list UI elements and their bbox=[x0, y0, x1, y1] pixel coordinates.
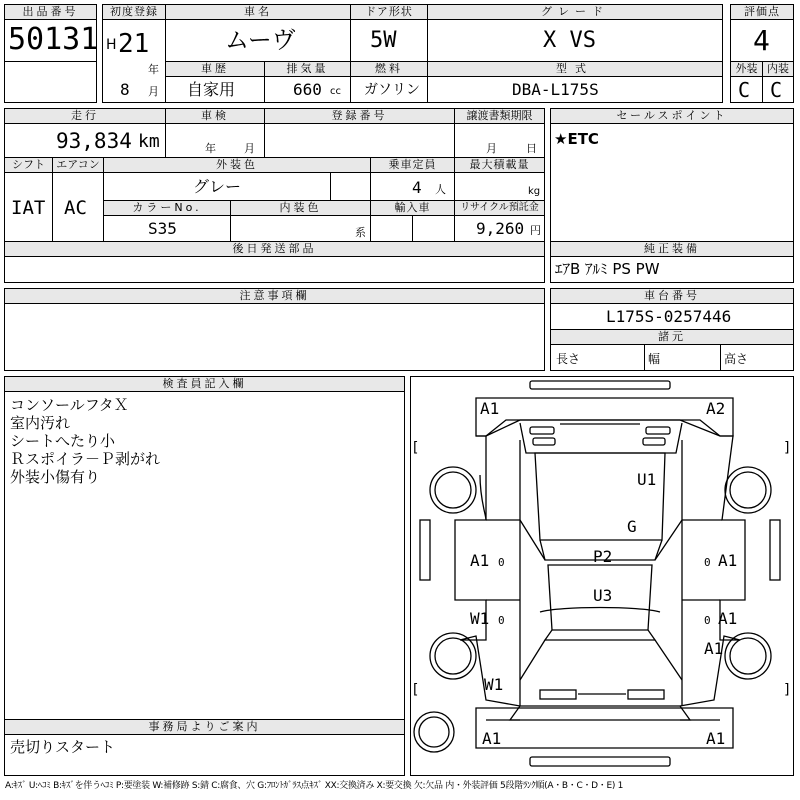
office-header: 事務局よりご案内 bbox=[4, 719, 405, 735]
first-reg-header: 初度登録 bbox=[102, 4, 166, 20]
transfer-month-unit: 月 bbox=[486, 142, 497, 155]
notes-cell bbox=[4, 303, 545, 371]
later-parts-header: 後日発送部品 bbox=[4, 241, 545, 257]
dims-header: 諸元 bbox=[550, 329, 794, 345]
recycle-value: 9,260 bbox=[476, 219, 525, 238]
year-value: 21 bbox=[118, 29, 150, 59]
inspector-line: コンソールフタＸ bbox=[10, 396, 129, 414]
bracket-right-upper: ] bbox=[783, 440, 792, 456]
shift-value: IAT bbox=[11, 197, 46, 219]
damage-mark-p2-roof: P2 bbox=[593, 547, 613, 566]
score-header: 評価点 bbox=[730, 4, 794, 20]
exterior-header: 外装 bbox=[730, 61, 763, 77]
inspection-header: 車検 bbox=[165, 108, 265, 124]
damage-mark-w1-left-quarter: W1 bbox=[484, 675, 504, 694]
zero-left-rear: 0 bbox=[498, 614, 505, 627]
ext-color-value: グレー bbox=[193, 177, 242, 196]
damage-mark-a1-front-left: A1 bbox=[480, 399, 500, 418]
chassis-value: L175S-0257446 bbox=[606, 307, 732, 326]
color-no-value: S35 bbox=[148, 219, 177, 238]
reg-no-header: 登録番号 bbox=[264, 108, 455, 124]
recycle-header: リサイクル預託金 bbox=[454, 200, 545, 216]
int-color-unit: 系 bbox=[355, 226, 366, 239]
history-value: 自家用 bbox=[187, 80, 236, 99]
int-color-header: 内装色 bbox=[230, 200, 371, 216]
damage-mark-a2-front-right: A2 bbox=[706, 399, 726, 418]
capacity-header: 乗車定員 bbox=[370, 157, 455, 173]
mileage-unit: km bbox=[138, 131, 160, 152]
inspector-line: 外装小傷有り bbox=[10, 468, 101, 486]
ext-color-header: 外装色 bbox=[103, 157, 371, 173]
color-no-header: カラーNo. bbox=[103, 200, 231, 216]
interior-value: C bbox=[770, 78, 783, 102]
mileage-value: 93,834 bbox=[56, 129, 132, 153]
inspection-month-unit: 月 bbox=[244, 142, 255, 155]
later-parts-cell bbox=[4, 256, 545, 283]
car-damage-diagram bbox=[410, 376, 794, 776]
exterior-value: C bbox=[738, 78, 751, 102]
mileage-header: 走行 bbox=[4, 108, 166, 124]
recycle-unit: 円 bbox=[530, 224, 541, 237]
dims-height-label: 高さ bbox=[724, 352, 749, 366]
zero-left-front: 0 bbox=[498, 556, 505, 569]
load-unit: kg bbox=[528, 186, 541, 197]
transfer-header: 譲渡書類期限 bbox=[454, 108, 545, 124]
damage-mark-a1-left-door: A1 bbox=[470, 551, 490, 570]
bracket-left-lower: [ bbox=[411, 682, 420, 698]
chassis-header: 車台番号 bbox=[550, 288, 794, 304]
sales-point-header: セールスポイント bbox=[550, 108, 794, 124]
year-unit: 年 bbox=[148, 63, 159, 76]
displacement-value: 660 bbox=[293, 80, 322, 99]
damage-mark-g-glass: G bbox=[627, 517, 637, 536]
month-unit: 月 bbox=[148, 85, 159, 98]
dims-width-label: 幅 bbox=[648, 352, 661, 366]
sales-point-value: ★ETC bbox=[554, 130, 599, 148]
lot-no-header: 出品番号 bbox=[4, 4, 97, 20]
fuel-value: ガソリン bbox=[364, 82, 420, 98]
zero-right-rear: 0 bbox=[704, 614, 711, 627]
capacity-unit: 人 bbox=[435, 183, 446, 196]
load-header: 最大積載量 bbox=[454, 157, 545, 173]
grade-header: グレード bbox=[427, 4, 723, 20]
damage-mark-a1-right-quarter: A1 bbox=[704, 639, 724, 658]
model-header: 型式 bbox=[427, 61, 723, 77]
damage-mark-a1-right-rear-door: A1 bbox=[718, 609, 738, 628]
transfer-day-unit: 日 bbox=[526, 142, 537, 155]
damage-mark-a1-right-door: A1 bbox=[718, 551, 738, 570]
lot-no-value: 50131 bbox=[8, 22, 99, 57]
shift-header: シフト bbox=[4, 157, 53, 173]
fuel-header: 燃料 bbox=[350, 61, 428, 77]
displacement-header: 排気量 bbox=[264, 61, 351, 77]
model-value: DBA-L175S bbox=[512, 80, 599, 99]
dims-length-label: 長さ bbox=[556, 352, 581, 366]
history-header: 車歴 bbox=[165, 61, 265, 77]
door-header: ドア形状 bbox=[350, 4, 428, 20]
door-value: 5W bbox=[370, 28, 397, 53]
legend-text: A:ｷｽﾞ U:ﾍｺﾐ B:ｷｽﾞを伴うﾍｺﾐ P:要塗装 W:補修跡 S:錆 C:腐食、穴 G:ﾌﾛﾝﾄｶﾞﾗｽ点ｷｽﾞ XX:交換済み X:要交換 欠:欠品 内・外装評価 5段階ﾗﾝｸ順(A・B・C・D・E) 1 bbox=[5, 781, 624, 791]
damage-mark-a1-rear-left: A1 bbox=[482, 729, 502, 748]
aircon-header: エアコン bbox=[52, 157, 104, 173]
inspector-line: Ｒスポイラ－Ｐ剥がれ bbox=[10, 450, 161, 468]
aircon-value: AC bbox=[64, 197, 87, 219]
car-name-value: ムーヴ bbox=[225, 26, 296, 54]
inspector-line: 室内汚れ bbox=[10, 414, 71, 432]
bracket-right-lower: ] bbox=[783, 682, 792, 698]
reg-no-cell bbox=[264, 123, 455, 158]
car-name-header: 車名 bbox=[165, 4, 351, 20]
import-cell-a bbox=[370, 215, 413, 242]
era-value: H bbox=[106, 37, 117, 53]
damage-mark-a1-rear-right: A1 bbox=[706, 729, 726, 748]
equipment-header: 純正装備 bbox=[550, 241, 794, 257]
notes-header: 注意事項欄 bbox=[4, 288, 545, 304]
capacity-value: 4 bbox=[412, 178, 422, 197]
int-color-cell bbox=[230, 215, 371, 242]
displacement-unit: cc bbox=[330, 86, 341, 97]
zero-right-front: 0 bbox=[704, 556, 711, 569]
office-text: 売切りスタート bbox=[10, 738, 116, 756]
interior-header: 内装 bbox=[762, 61, 794, 77]
month-value: 8 bbox=[120, 80, 130, 99]
bracket-left-upper: [ bbox=[411, 440, 420, 456]
equipment-value: ｴｱB ｱﾙﾐ PS PW bbox=[555, 260, 660, 278]
ext-color-sub-cell bbox=[330, 172, 371, 201]
import-cell-b bbox=[412, 215, 455, 242]
damage-mark-w1-left-rear-door: W1 bbox=[470, 609, 490, 628]
inspector-line: シートへたり小 bbox=[10, 432, 116, 450]
grade-value: X VS bbox=[543, 28, 596, 53]
inspection-year-unit: 年 bbox=[205, 142, 216, 155]
damage-mark-u1-roof: U1 bbox=[637, 470, 657, 489]
import-header: 輸入車 bbox=[370, 200, 455, 216]
damage-mark-u3-roof: U3 bbox=[593, 586, 613, 605]
lot-no-blank bbox=[4, 61, 97, 103]
inspector-header: 検査員記入欄 bbox=[4, 376, 405, 392]
score-value: 4 bbox=[753, 24, 770, 57]
